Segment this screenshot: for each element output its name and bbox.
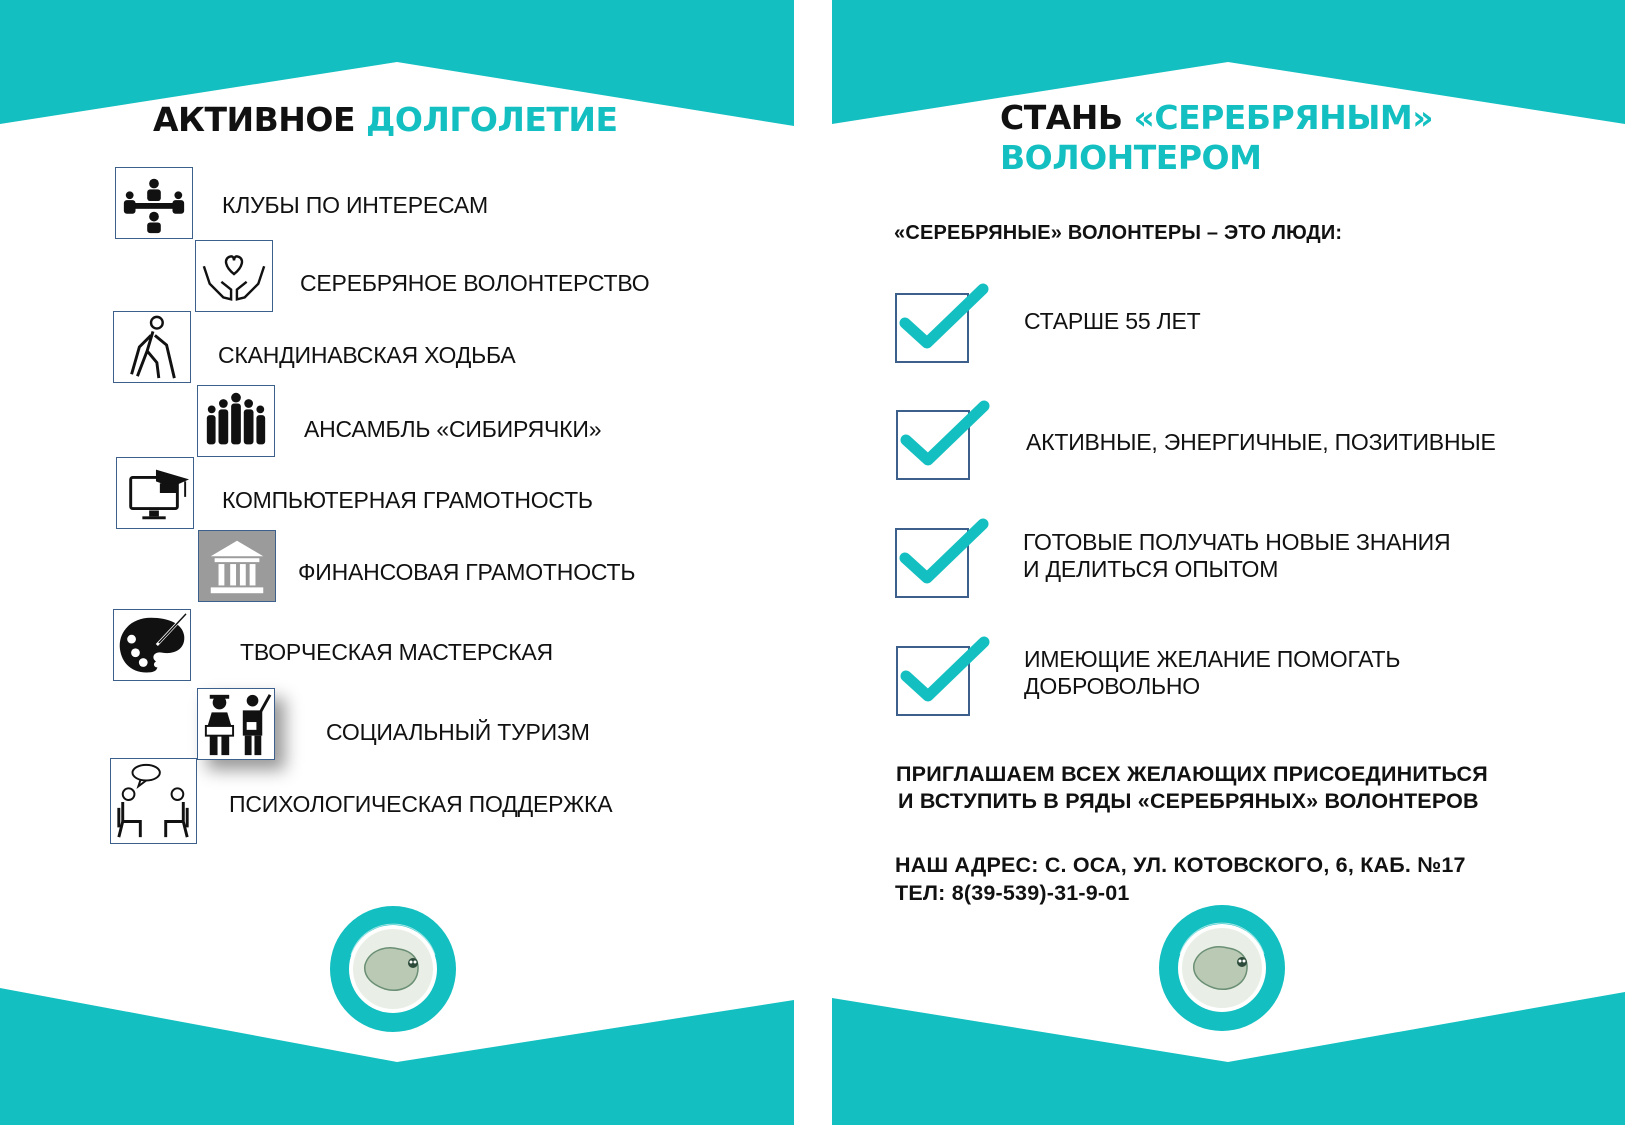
item-label-ensemble: АНСАМБЛЬ «СИБИРЯЧКИ» (304, 416, 602, 442)
invite-line-1: ПРИГЛАШАЕМ ВСЕХ ЖЕЛАЮЩИХ ПРИСОЕДИНИТЬСЯ (896, 762, 1488, 786)
left-title-dark: АКТИВНОЕ (153, 100, 356, 139)
right-title-accent-1: «СЕРЕБРЯНЫМ» (1133, 98, 1434, 137)
item-label-psychological-support: ПСИХОЛОГИЧЕСКАЯ ПОДДЕРЖКА (229, 791, 613, 817)
bank-icon (198, 530, 276, 602)
computer-graduation-icon (116, 457, 194, 529)
item-label-nordic-walking: СКАНДИНАВСКАЯ ХОДЬБА (218, 342, 516, 368)
requirement-text: СТАРШЕ 55 ЛЕТ (1024, 308, 1201, 334)
phone-text: ТЕЛ: 8(39-539)-31-9-01 (895, 881, 1130, 905)
invite-line-2: И ВСТУПИТЬ В РЯДЫ «СЕРЕБРЯНЫХ» ВОЛОНТЕРОВ (898, 789, 1479, 813)
tourists-icon (197, 688, 275, 760)
address-text: НАШ АДРЕС: С. ОСА, УЛ. КОТОВСКОГО, 6, КАБ. №17 (895, 853, 1466, 877)
requirement-text: ИМЕЮЩИЕ ЖЕЛАНИЕ ПОМОГАТЬ ДОБРОВОЛЬНО (1024, 646, 1401, 699)
item-label-financial-literacy: ФИНАНСОВАЯ ГРАМОТНОСТЬ (298, 559, 636, 585)
right-title-line-1 (1000, 98, 1433, 137)
right-title-dark: СТАНЬ (1000, 98, 1123, 137)
right-subtitle: «СЕРЕБРЯНЫЕ» ВОЛОНТЕРЫ – ЭТО ЛЮДИ: (894, 222, 1343, 244)
volunteers-logo (329, 905, 457, 1033)
heart-hands-icon (195, 240, 273, 312)
checkbox-icon (896, 410, 970, 480)
right-title-line-2: ВОЛОНТЕРОМ (1000, 138, 1262, 177)
checkbox-icon (895, 293, 969, 363)
right-leaflet-page (832, 0, 1625, 1125)
checkbox-icon (895, 528, 969, 598)
requirement-text: АКТИВНЫЕ, ЭНЕРГИЧНЫЕ, ПОЗИТИВНЫЕ (1026, 429, 1496, 455)
item-label-clubs: КЛУБЫ ПО ИНТЕРЕСАМ (222, 192, 488, 218)
left-title (153, 100, 618, 139)
meeting-icon (115, 167, 193, 239)
requirement-text: ГОТОВЫЕ ПОЛУЧАТЬ НОВЫЕ ЗНАНИЯ И ДЕЛИТЬСЯ ОПЫТОМ (1023, 529, 1451, 582)
volunteers-logo (1158, 904, 1286, 1032)
walker-icon (113, 311, 191, 383)
conversation-icon (110, 758, 197, 844)
item-label-tourism: СОЦИАЛЬНЫЙ ТУРИЗМ (326, 719, 590, 745)
item-label-workshop: ТВОРЧЕСКАЯ МАСТЕРСКАЯ (240, 639, 553, 665)
group-icon (197, 385, 275, 457)
left-title-accent: ДОЛГОЛЕТИЕ (366, 100, 618, 139)
checkbox-icon (896, 646, 970, 716)
left-leaflet-page (0, 0, 794, 1125)
item-label-volunteering: СЕРЕБРЯНОЕ ВОЛОНТЕРСТВО (300, 270, 650, 296)
item-label-computer-literacy: КОМПЬЮТЕРНАЯ ГРАМОТНОСТЬ (222, 487, 593, 513)
palette-icon (113, 609, 191, 681)
